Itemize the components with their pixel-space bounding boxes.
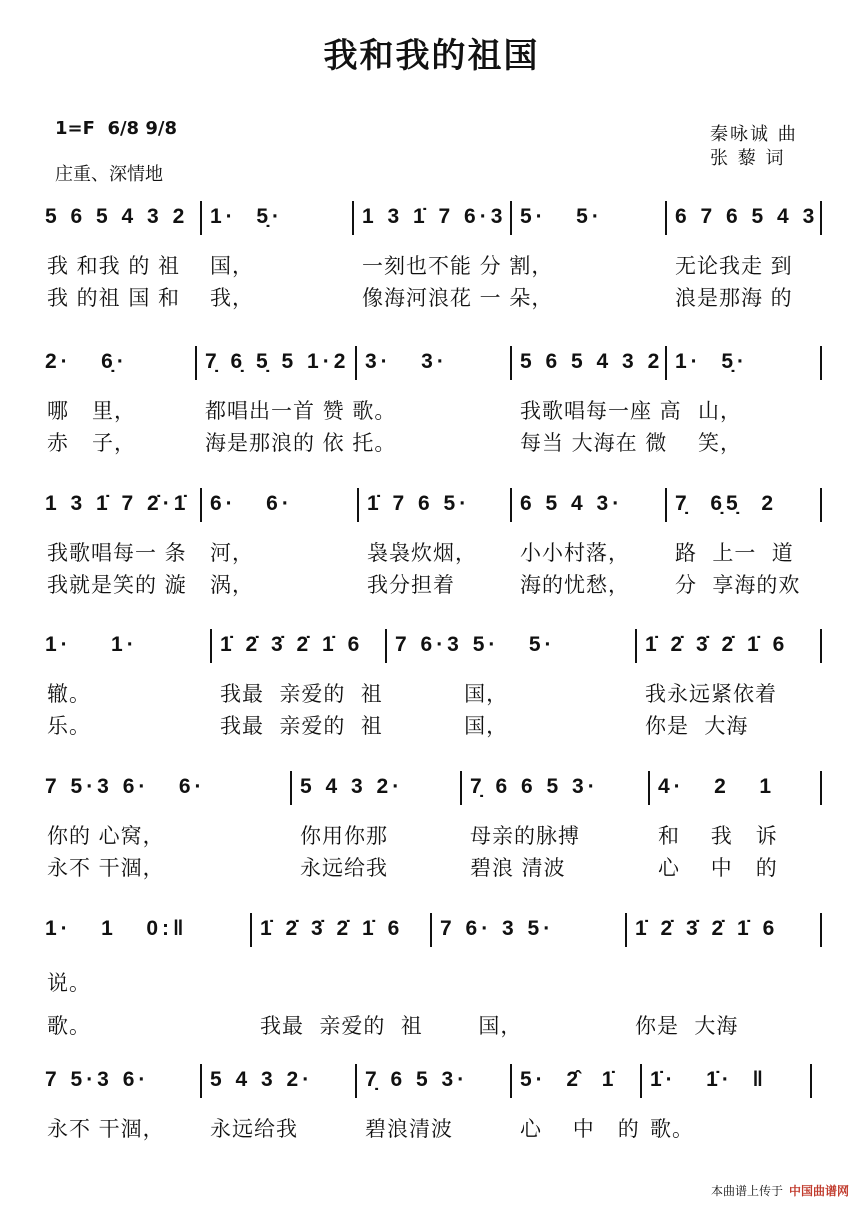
barline xyxy=(200,488,202,522)
lyric-line-2: 心 中 的 xyxy=(658,856,778,880)
lyric-line-1: 都唱出一首 赞 歌。 xyxy=(205,399,397,423)
barline xyxy=(510,201,512,235)
footer-text: 本曲谱上传于 xyxy=(710,1184,783,1198)
barline xyxy=(510,488,512,522)
lyric-line-2: 歌。 xyxy=(47,1014,91,1038)
measure-notes: 1̇ 7 6 5· xyxy=(367,492,471,515)
measure-notes: 1 3 1̇ 7 2̇·1̇ xyxy=(45,492,190,515)
barline xyxy=(510,1064,512,1098)
measure-notes: 1̇· 1̇· ‖ xyxy=(650,1068,767,1091)
measure-notes: 2· 6̣· xyxy=(45,350,128,373)
measure-notes: 7 5·3 6· xyxy=(45,1068,150,1091)
lyric-line-1: 歌。 xyxy=(650,1117,694,1141)
lyric-line-2: 赤 子， xyxy=(47,431,137,455)
barline xyxy=(820,201,822,235)
song-title: 我和我的祖国 xyxy=(323,36,540,76)
lyric-line-2: 我就是笑的 漩 xyxy=(47,573,187,597)
lyric-line-2: 我， xyxy=(210,286,254,310)
barline xyxy=(510,346,512,380)
barline xyxy=(665,346,667,380)
lyric-line-1: 你用你那 xyxy=(300,824,388,848)
measure-notes: 7 5·3 6· 6· xyxy=(45,775,206,798)
measure-notes: 4· 2 1 xyxy=(658,775,776,798)
lyric-line-2: 分 享海的欢 xyxy=(675,573,801,597)
lyric-line-1: 袅袅炊烟， xyxy=(367,541,477,565)
composer-credit: 秦咏诚 曲 xyxy=(710,124,798,145)
barline xyxy=(430,913,432,947)
measure-notes: 5 4 3 2· xyxy=(210,1068,314,1091)
lyric-line-1: 路 上一 道 xyxy=(675,541,794,565)
lyric-line-1: 你的 心窝， xyxy=(47,824,165,848)
barline xyxy=(635,629,637,663)
lyric-line-1: 碧浪清波 xyxy=(365,1117,453,1141)
key-text: 1=F xyxy=(55,118,95,139)
lyric-line-1: 我最 亲爱的 祖 xyxy=(220,682,383,706)
lyric-line-1: 哪 里， xyxy=(47,399,137,423)
barline xyxy=(200,1064,202,1098)
lyric-line-2: 我分担着 xyxy=(367,573,455,597)
barline xyxy=(355,346,357,380)
lyric-line-1: 无论我走 到 xyxy=(675,254,793,278)
lyric-line-1: 辙。 xyxy=(47,682,91,706)
lyric-line-2: 永远给我 xyxy=(300,856,388,880)
measure-notes: 5· 2̂ 1̇ xyxy=(520,1068,618,1091)
barline xyxy=(665,488,667,522)
lyric-line-1: 永远给我 xyxy=(210,1117,298,1141)
measure-notes: 7̣ 6 5 3· xyxy=(365,1068,469,1091)
measure-notes: 7̣ 6̣ 5̣ 5 1·2 xyxy=(205,350,350,373)
lyric-line-2: 像海河浪花 一 朵， xyxy=(362,286,554,310)
barline xyxy=(460,771,462,805)
lyric-line-1: 我 和我 的 祖 xyxy=(47,254,181,278)
barline xyxy=(210,629,212,663)
barline xyxy=(250,913,252,947)
lyric-line-2: 每当 大海在 微 xyxy=(520,431,668,455)
lyric-line-2: 海的忧愁， xyxy=(520,573,630,597)
lyric-line-1: 河， xyxy=(210,541,254,565)
measure-notes: 6· 6· xyxy=(210,492,293,515)
lyric-line-1: 小小村落， xyxy=(520,541,630,565)
lyric-line-1: 我歌唱每一座 高 xyxy=(520,399,682,423)
lyric-line-1: 我永远紧依着 xyxy=(645,682,777,706)
barline xyxy=(820,629,822,663)
measure-notes: 6 7 6 5 4 3 xyxy=(675,205,819,228)
measure-notes: 6 5 4 3· xyxy=(520,492,624,515)
measure-notes: 5 4 3 2· xyxy=(300,775,404,798)
measure-notes: 1̇ 2̇ 3̇ 2̇ 1̇ 6 xyxy=(220,633,364,656)
measure-notes: 5 6 5 4 3 2 xyxy=(45,205,189,228)
lyric-line-2: 浪是那海 的 xyxy=(675,286,793,310)
lyric-line-2: 我 的祖 国 和 xyxy=(47,286,181,310)
upload-footer xyxy=(711,1182,849,1199)
lyric-line-2: 你是 大海 xyxy=(635,1014,739,1038)
barline xyxy=(352,201,354,235)
barline xyxy=(810,1064,812,1098)
tempo-marking: 庄重、深情地 xyxy=(55,164,163,185)
lyric-line-2: 碧浪 清波 xyxy=(470,856,566,880)
barline xyxy=(195,346,197,380)
lyric-line-1: 母亲的脉搏 xyxy=(470,824,580,848)
measure-notes: 7̣ 6̣5̣ 2 xyxy=(675,492,778,515)
lyric-line-1: 我歌唱每一 条 xyxy=(47,541,187,565)
barline xyxy=(648,771,650,805)
measure-notes: 1· 1 0:‖ xyxy=(45,917,188,940)
barline xyxy=(640,1064,642,1098)
measure-notes: 3· 3· xyxy=(365,350,448,373)
measure-notes: 1 3 1̇ 7 6·3 xyxy=(362,205,507,228)
barline xyxy=(820,346,822,380)
measure-notes: 1̇ 2̇ 3̇ 2̇ 1̇ 6 xyxy=(260,917,404,940)
barline xyxy=(290,771,292,805)
lyric-line-1: 心 中 的 xyxy=(520,1117,640,1141)
key-signature xyxy=(55,118,177,139)
lyric-line-1: 国， xyxy=(210,254,254,278)
measure-notes: 1̇ 2̇ 3̇ 2̇ 1̇ 6 xyxy=(645,633,789,656)
measure-notes: 1· 5̣· xyxy=(210,205,284,228)
lyric-line-2: 涡， xyxy=(210,573,254,597)
barline xyxy=(200,201,202,235)
lyric-line-2: 你是 大海 xyxy=(645,714,749,738)
lyric-line-1: 山， xyxy=(675,399,743,423)
measure-notes: 7̣ 6 6 5 3· xyxy=(470,775,599,798)
lyric-line-1: 说。 xyxy=(47,971,91,995)
measure-notes: 5 6 5 4 3 2 xyxy=(520,350,664,373)
lyric-line-2: 国， xyxy=(440,1014,523,1038)
lyricist-credit: 张 藜 词 xyxy=(710,148,786,169)
measure-notes: 1· 1· xyxy=(45,633,138,656)
barline xyxy=(625,913,627,947)
lyric-line-2: 海是那浪的 依 托。 xyxy=(205,431,397,455)
lyric-line-2: 国， xyxy=(395,714,509,738)
barline xyxy=(820,771,822,805)
lyric-line-1: 国， xyxy=(395,682,509,706)
barline xyxy=(665,201,667,235)
measure-notes: 7 6· 3 5· xyxy=(440,917,555,940)
lyric-line-2: 我最 亲爱的 祖 xyxy=(220,714,383,738)
lyric-line-2: 乐。 xyxy=(47,714,91,738)
lyric-line-2: 永不 干涸， xyxy=(47,856,165,880)
time-signature: 6/8 9/8 xyxy=(107,118,177,139)
barline xyxy=(820,488,822,522)
barline xyxy=(355,1064,357,1098)
barline xyxy=(820,913,822,947)
barline xyxy=(357,488,359,522)
lyric-line-1: 永不 干涸， xyxy=(47,1117,165,1141)
measure-notes: 1· 5̣· xyxy=(675,350,749,373)
measure-notes: 1̇ 2̇ 3̇ 2̇ 1̇ 6 xyxy=(635,917,779,940)
measure-notes: 5· 5· xyxy=(520,205,603,228)
lyric-line-2: 笑， xyxy=(675,431,743,455)
lyric-line-1: 一刻也不能 分 割， xyxy=(362,254,554,278)
lyric-line-1: 和 我 诉 xyxy=(658,824,778,848)
site-logo: 中国曲谱网 xyxy=(788,1184,849,1198)
lyric-line-2: 我最 亲爱的 祖 xyxy=(260,1014,423,1038)
barline xyxy=(385,629,387,663)
measure-notes: 7 6·3 5· 5· xyxy=(395,633,556,656)
